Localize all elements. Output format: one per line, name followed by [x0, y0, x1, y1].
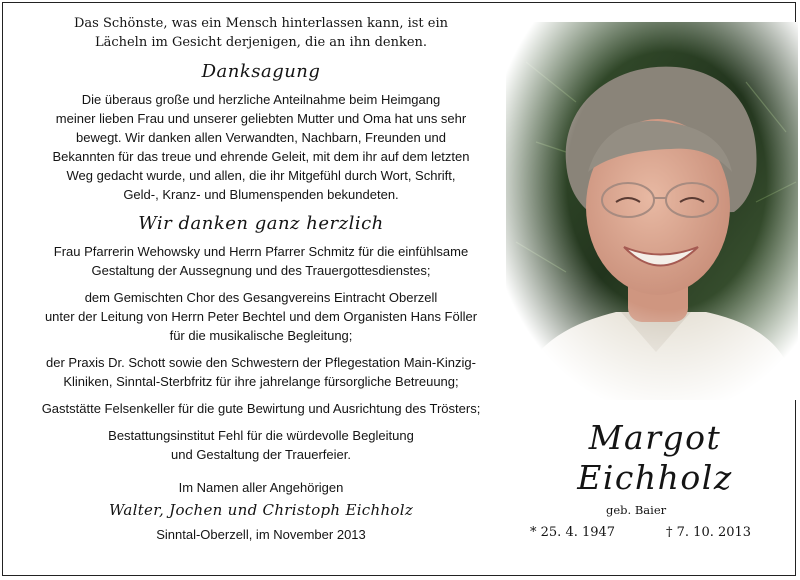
paragraph-line: und Gestaltung der Trauerfeier.: [171, 447, 351, 462]
thanks-clergy: [12, 242, 510, 280]
paragraph-line: Kliniken, Sinntal-Sterbfritz für ihre jahrelange fürsorgliche Betreuung;: [63, 374, 459, 389]
paragraph-line: Geld-, Kranz- und Blumenspenden bekundeten.: [123, 187, 399, 202]
thanks-funeral-home: [12, 426, 510, 464]
signoff-place-date: Sinntal-Oberzell, im November 2013: [156, 527, 366, 542]
paragraph-line: Weg gedacht wurde, und allen, die ihr Mitgefühl durch Wort, Schrift,: [66, 168, 456, 183]
paragraph-line: dem Gemischten Chor des Gesangvereins Eintracht Oberzell: [84, 290, 438, 305]
memorial-quote: [12, 14, 510, 52]
paragraph-line: unter der Leitung von Herrn Peter Bechtel und dem Organisten Hans Föller: [44, 309, 478, 324]
paragraph-line: Bestattungsinstitut Fehl für die würdevolle Begleitung: [108, 428, 414, 443]
portrait-photo: [506, 22, 798, 400]
paragraph-line: Die überaus große und herzliche Anteilnahme beim Heimgang: [81, 92, 441, 107]
paragraph-line: meiner lieben Frau und unserer geliebten Mutter und Oma hat uns sehr: [55, 111, 467, 126]
first-name: Margot: [588, 418, 722, 457]
paragraph-line: Bekannten für das treue und ehrende Geleit, mit dem ihr auf dem letzten: [52, 149, 470, 164]
text-column: [12, 14, 510, 544]
thanks-restaurant: [12, 399, 510, 418]
birth-date: * 25. 4. 1947: [530, 525, 616, 540]
paragraph-line: für die musikalische Begleitung;: [169, 328, 353, 343]
paragraph-line: der Praxis Dr. Schott sowie den Schwestern der Pflegestation Main-Kinzig-: [46, 355, 476, 370]
last-name: Eichholz: [577, 458, 733, 497]
paragraph-line: Gaststätte Felsenkeller für die gute Bewirtung und Ausrichtung des Trösters;: [41, 401, 481, 416]
paragraph-line: Frau Pfarrerin Wehowsky und Herrn Pfarrer Schmitz für die einfühlsame: [53, 244, 469, 259]
deceased-name: [520, 418, 790, 498]
maiden-name: geb. Baier: [606, 503, 667, 517]
signoff-intro: Im Namen aller Angehörigen: [178, 480, 344, 495]
thanks-care: [12, 353, 510, 391]
paragraph-line: bewegt. Wir danken allen Verwandten, Nachbarn, Freunden und: [75, 130, 446, 145]
paragraph-line: Gestaltung der Aussegnung und des Trauergottesdienstes;: [91, 263, 431, 278]
thanks-heading: Wir danken ganz herzlich: [138, 213, 384, 234]
family-names: Walter, Jochen und Christoph Eichholz: [108, 501, 414, 519]
thanks-choir: [12, 288, 510, 345]
danksagung-paragraph: [12, 90, 510, 204]
death-date: † 7. 10. 2013: [666, 525, 752, 540]
quote-line: Lächeln im Gesicht derjenigen, die an ihn denken.: [94, 35, 428, 50]
quote-line: Das Schönste, was ein Mensch hinterlassen kann, ist ein: [74, 16, 448, 31]
danksagung-heading: Danksagung: [201, 61, 321, 82]
